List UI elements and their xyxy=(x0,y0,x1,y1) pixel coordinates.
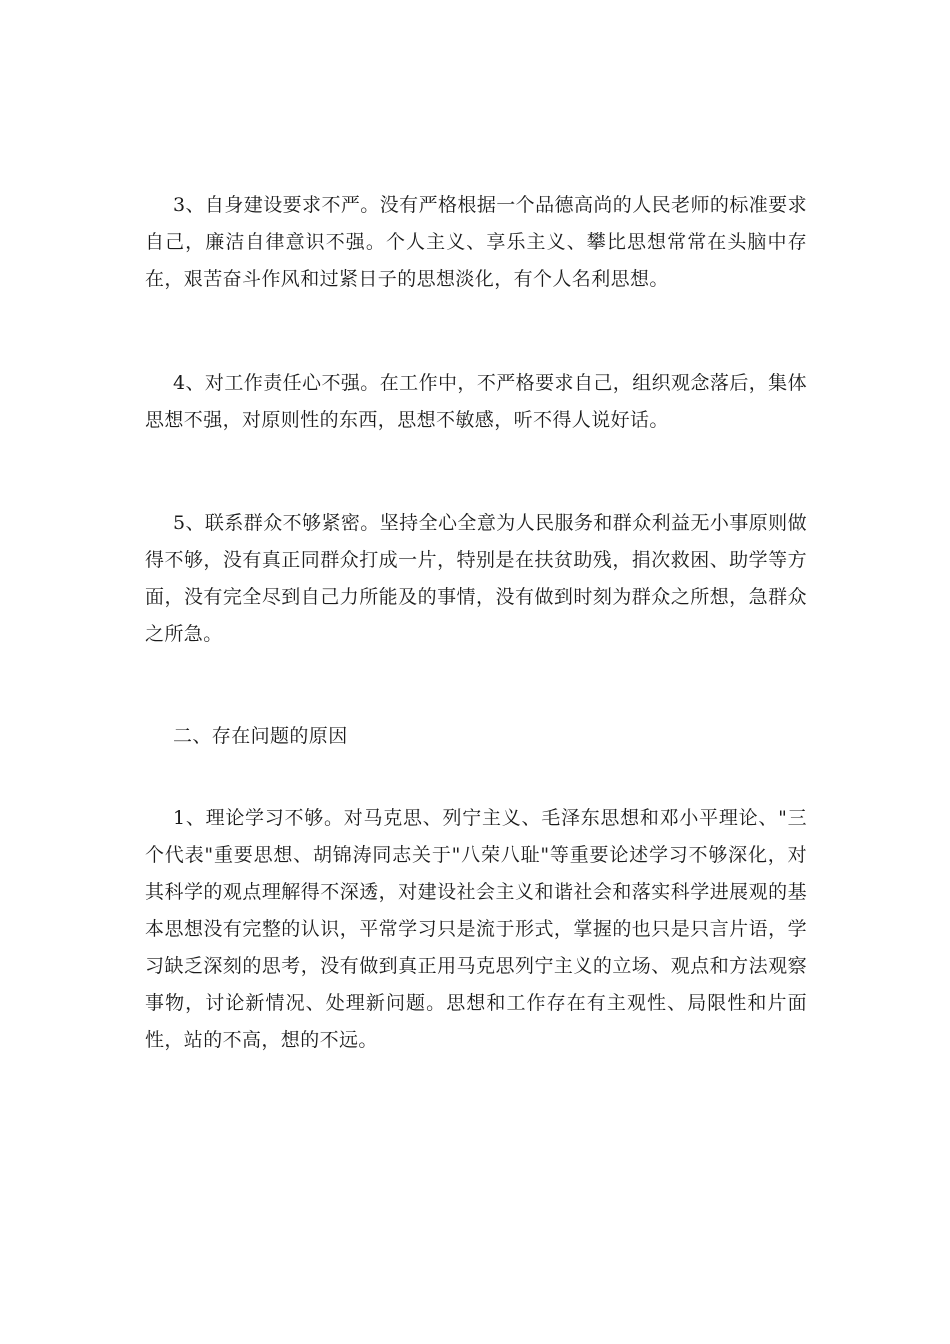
paragraph-item-4-weak-responsibility: 4、对工作责任心不强。在工作中，不严格要求自己，组织观念落后，集体思想不强，对原则性的东西，思想不敏感，听不得人说好话。 xyxy=(145,372,807,431)
paragraph-item-5-mass-connection: 5、联系群众不够紧密。坚持全心全意为人民服务和群众利益无小事原则做得不够，没有真正同群众打成一片，特别是在扶贫助残，捐次救困、助学等方面，没有完全尽到自己力所能及的事情，没有做到时刻为群众之所想，急群众之所急。 xyxy=(145,512,807,645)
section-heading-causes: 二、存在问题的原因 xyxy=(173,725,348,747)
paragraph-item-3-lax-self-discipline: 3、自身建设要求不严。没有严格根据一个品德高尚的人民老师的标准要求自己，廉洁自律意识不强。个人主义、享乐主义、攀比思想常常在头脑中存在，艰苦奋斗作风和过紧日子的思想淡化，有个人名利思想。 xyxy=(145,194,807,290)
paragraph-cause-1-theory-study: 1、理论学习不够。对马克思、列宁主义、毛泽东思想和邓小平理论、"三个代表"重要思想、胡锦涛同志关于"八荣八耻"等重要论述学习不够深化，对其科学的观点理解得不深透，对建设社会主义和谐社会和落实科学进展观的基本思想没有完整的认识，平常学习只是流于形式，掌握的也只是只言片语，学习缺乏深刻的思考，没有做到真正用马克思列宁主义的立场、观点和方法观察事物，讨论新情况、处理新问题。思想和工作存在有主观性、局限性和片面性，站的不高，想的不远。 xyxy=(145,807,807,1051)
